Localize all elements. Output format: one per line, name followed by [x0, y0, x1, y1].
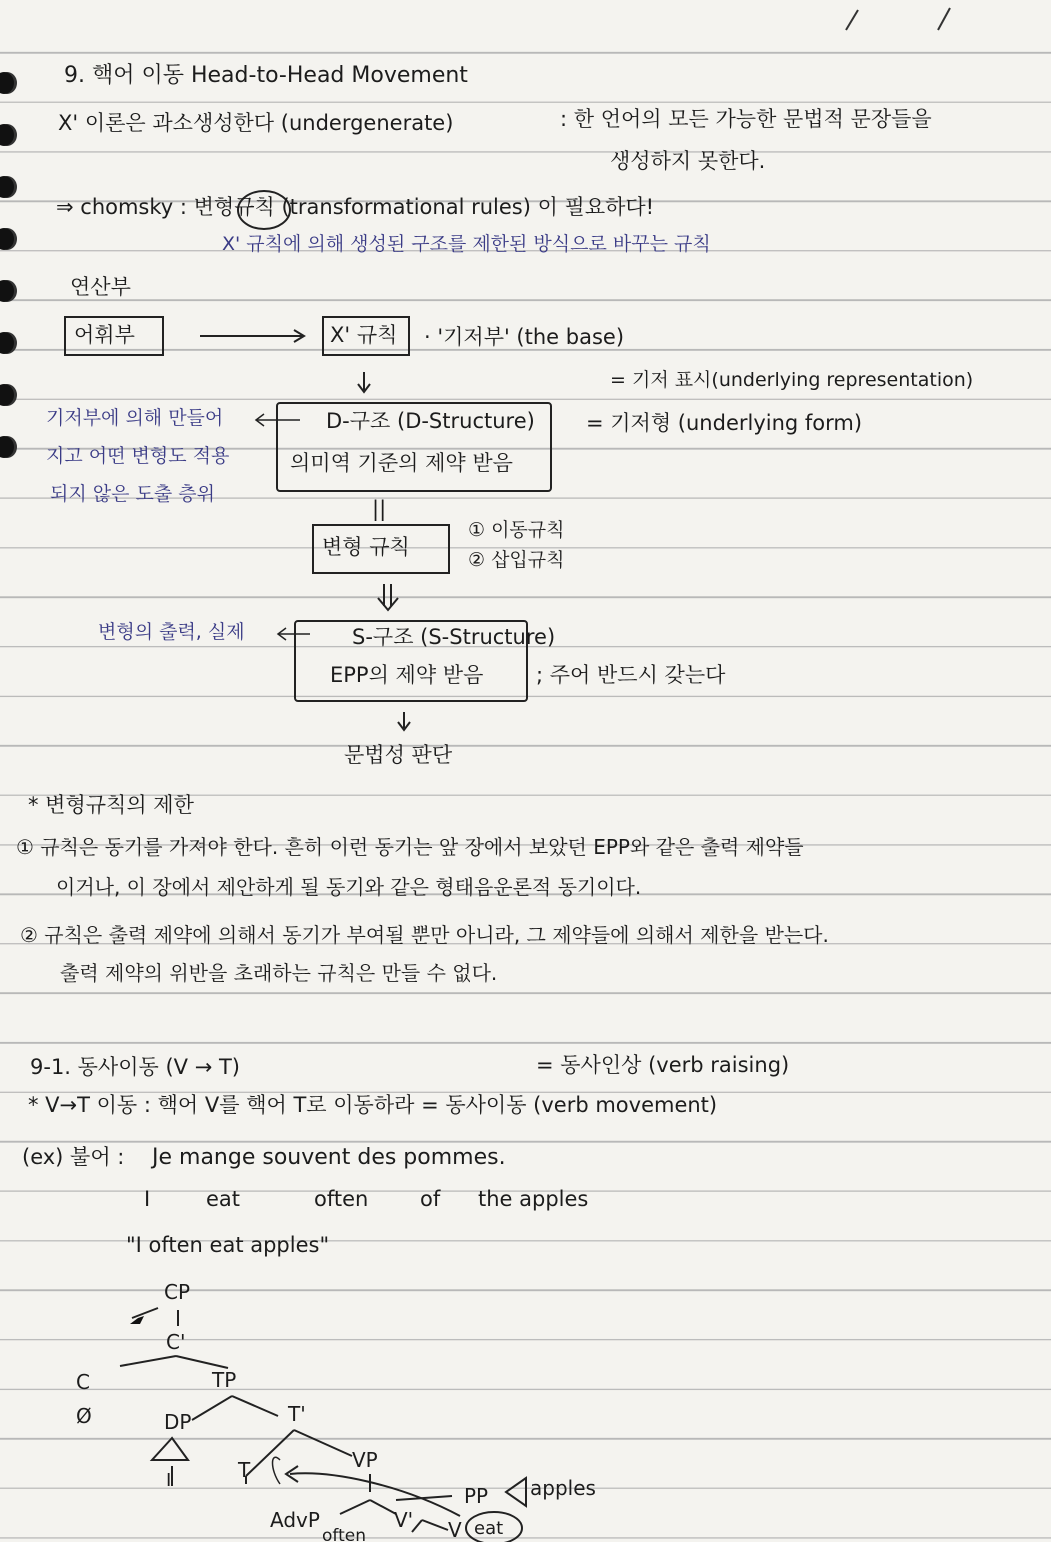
insertion-rule: ② 삽입규칙	[468, 549, 565, 571]
translation: "I often eat apples"	[126, 1233, 330, 1257]
xbar-label: X' 규칙	[330, 323, 398, 347]
sstructure-label: S-구조 (S-Structure)	[352, 625, 556, 649]
constraints-heading: * 변형규칙의 제한	[28, 793, 194, 817]
tree-node-tp: TP	[212, 1368, 237, 1392]
subsection-note: = 동사인상 (verb raising)	[536, 1053, 790, 1077]
chomsky-note: X' 규칙에 의해 생성된 구조를 제한된 방식으로 바꾸는 규칙	[222, 233, 711, 255]
sstructure-left-note: 변형의 출력, 실제	[98, 621, 245, 643]
gloss-i: I	[144, 1187, 151, 1211]
tree-node-cp: CP	[164, 1280, 191, 1304]
section-title: 9. 핵어 이동 Head-to-Head Movement	[64, 63, 468, 88]
sstructure-note: ; 주어 반드시 갖는다	[536, 663, 726, 687]
dstructure-left-note-3: 되지 않은 도출 층위	[50, 483, 215, 505]
undergenerate-note-cont: 생성하지 못한다.	[610, 149, 766, 173]
tree-node-tbar: T'	[288, 1402, 306, 1426]
tree-node-cbar: C'	[166, 1330, 186, 1354]
dstructure-left-note-1: 기저부에 의해 만들어	[46, 407, 224, 429]
chomsky-line: ⇒ chomsky : 변형규칙 (transformational rules) 이 필요하다!	[56, 195, 655, 219]
subsection-title: 9-1. 동사이동 (V → T)	[30, 1055, 240, 1079]
movement-rule: ① 이동규칙	[468, 519, 565, 541]
vt-rule: * V→T 이동 : 핵어 V를 핵어 T로 이동하라 = 동사이동 (verb movement)	[28, 1093, 718, 1117]
underlying-representation: = 기저 표시(underlying representation)	[610, 369, 974, 391]
tree-node-c-null: Ø	[76, 1404, 92, 1428]
judgement-label: 문법성 판단	[344, 743, 453, 767]
tree-node-t: T	[238, 1458, 251, 1482]
dstructure-label: D-구조 (D-Structure)	[326, 409, 535, 433]
constraint-1a: ① 규칙은 동기를 가져야 한다. 흔히 이런 동기는 앞 장에서 보았던 EPP와 같은 출력 제약들	[16, 835, 804, 859]
tree-node-v: V	[448, 1518, 462, 1542]
tree-word-often: often	[322, 1526, 366, 1542]
constraint-2a: ② 규칙은 출력 제약에 의해서 동기가 부여될 뿐만 아니라, 그 제약들에 의해서 제한을 받는다.	[20, 923, 829, 947]
tree-word-eat: eat	[474, 1518, 504, 1539]
equals-sign: ||	[372, 497, 387, 521]
gloss-of: of	[420, 1187, 441, 1211]
constraint-1b: 이거나, 이 장에서 제안하게 될 동기와 같은 형태음운론적 동기이다.	[56, 875, 642, 899]
tree-node-advp: AdvP	[270, 1508, 320, 1532]
example-french: Je mange souvent des pommes.	[152, 1145, 506, 1170]
tree-node-dp: DP	[164, 1410, 192, 1434]
constraint-2b: 출력 제약의 위반을 초래하는 규칙은 만들 수 없다.	[60, 961, 498, 985]
gloss-eat: eat	[206, 1187, 241, 1211]
tree-word-i: I	[166, 1470, 172, 1491]
dstructure-constraint: 의미역 기준의 제약 받음	[290, 451, 513, 475]
base-label: · '기저부' (the base)	[424, 325, 625, 349]
dstructure-left-note-2: 지고 어떤 변형도 적용	[46, 445, 230, 467]
tree-word-apples: apples	[530, 1476, 596, 1500]
tree-node-c: C	[76, 1370, 90, 1394]
tree-node-pp: PP	[464, 1484, 489, 1508]
example-label: (ex) 불어 :	[22, 1145, 125, 1169]
tree-node-vp: VP	[352, 1448, 378, 1472]
sstructure-constraint: EPP의 제약 받음	[330, 663, 484, 687]
undergenerate-note: : 한 언어의 모든 가능한 문법적 문장들을	[560, 107, 932, 131]
tree-node-vbar: V'	[394, 1508, 414, 1532]
gloss-the-apples: the apples	[478, 1187, 589, 1211]
dstructure-form: = 기저형 (underlying form)	[586, 411, 863, 435]
xbar-theory-line: X' 이론은 과소생성한다 (undergenerate)	[58, 111, 454, 135]
gloss-often: often	[314, 1187, 369, 1211]
lexicon-label: 어휘부	[74, 323, 135, 347]
diagram-heading: 연산부	[70, 275, 131, 299]
transform-label: 변형 규칙	[322, 535, 410, 559]
